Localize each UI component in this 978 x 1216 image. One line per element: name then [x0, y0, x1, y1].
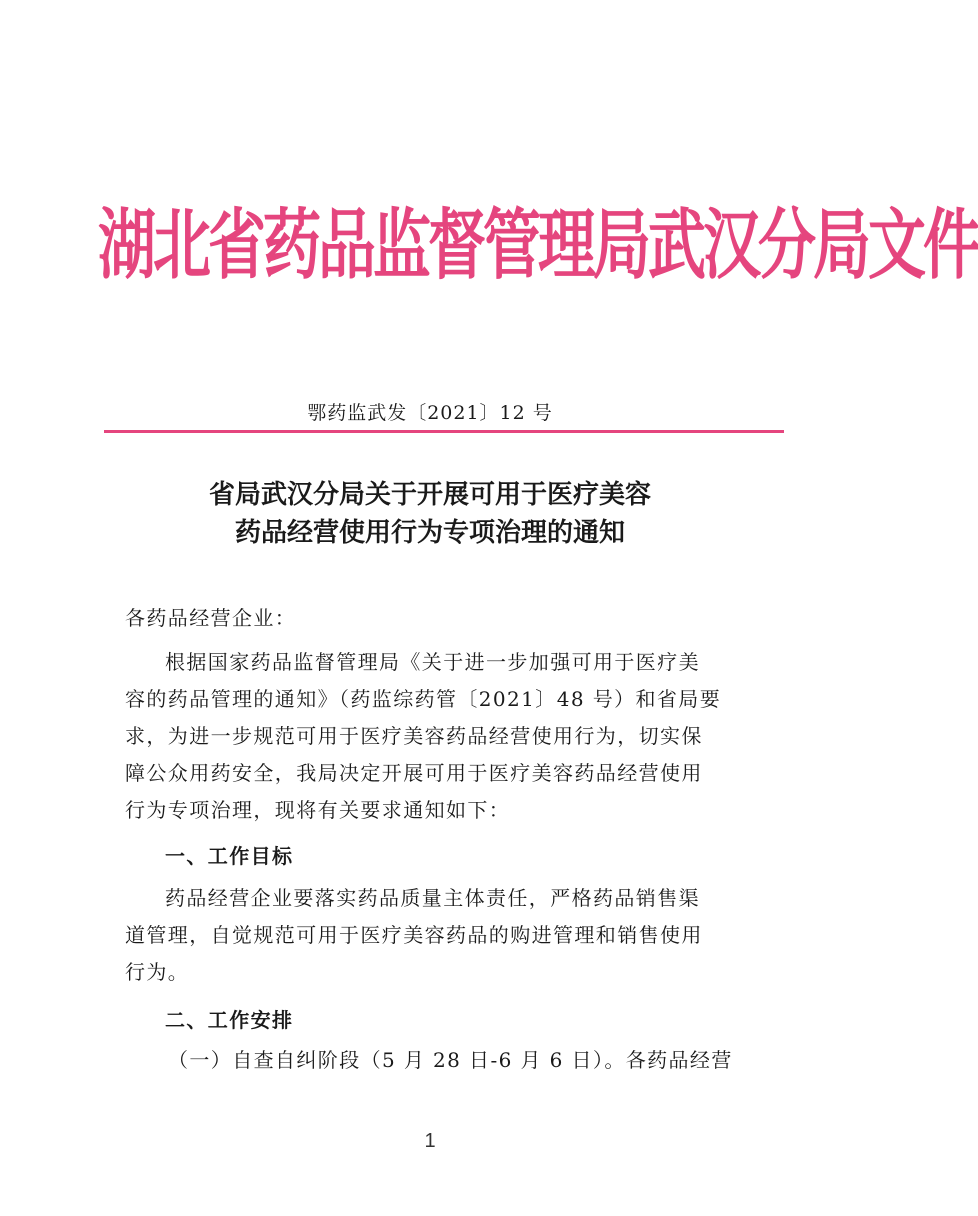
document-number: 鄂药监武发〔2021〕12 号	[307, 402, 553, 424]
paragraph-1-line-5: 行为专项治理，现将有关要求通知如下：	[125, 798, 511, 822]
document-title-line-1: 省局武汉分局关于开展可用于医疗美容	[208, 480, 651, 510]
paragraph-1-line-4: 障公众用药安全，我局决定开展可用于医疗美容药品经营使用	[125, 761, 703, 785]
paragraph-2-line-2: 道管理，自觉规范可用于医疗美容药品的购进管理和销售使用	[125, 923, 703, 947]
paragraph-3-line-1: （一）自查自纠阶段（5 月 28 日-6 月 6 日）。各药品经营	[168, 1048, 733, 1072]
salutation: 各药品经营企业：	[125, 606, 297, 630]
paragraph-1-line-2: 容的药品管理的通知》（药监综药管〔2021〕48 号）和省局要	[125, 687, 722, 711]
section-2-heading: 二、工作安排	[165, 1008, 294, 1032]
paragraph-1-line-1: 根据国家药品监督管理局《关于进一步加强可用于医疗美	[165, 650, 700, 674]
paragraph-2-line-3: 行为。	[125, 960, 190, 984]
paragraph-1-line-3: 求，为进一步规范可用于医疗美容药品经营使用行为，切实保	[125, 724, 703, 748]
agency-header-title: 湖北省药品监督管理局武汉分局文件	[98, 200, 978, 290]
paragraph-2-line-1: 药品经营企业要落实药品质量主体责任，严格药品销售渠	[165, 886, 700, 910]
document-title-line-2: 药品经营使用行为专项治理的通知	[234, 518, 625, 548]
section-1-heading: 一、工作目标	[165, 844, 294, 868]
page-number: 1	[424, 1130, 436, 1152]
red-divider-line	[104, 430, 784, 433]
